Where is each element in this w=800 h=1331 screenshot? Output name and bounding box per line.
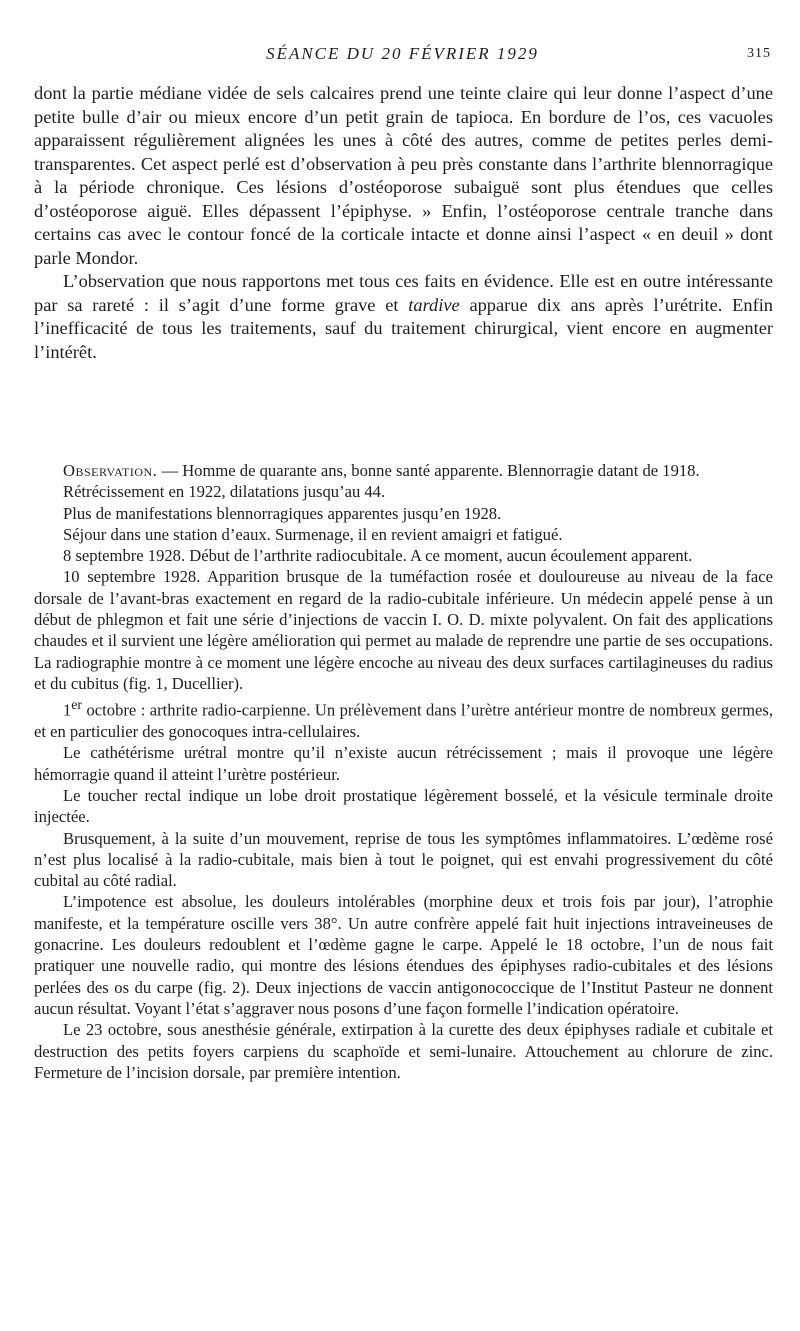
observation-paragraph: Séjour dans une station d’eaux. Surmenage, il en revient amaigri et fatigué.	[63, 524, 563, 544]
page-number: 315	[747, 46, 771, 61]
observation-paragraph-oct1	[34, 694, 773, 742]
observation-intro-text: — Homme de quarante ans, bonne santé apparente. Blennorragie datant de 1918.	[157, 461, 700, 480]
paragraph-text-start: L’observation que nous rapportons met tous ces faits en évidence. Elle est en outre intéressante par sa rareté : il s’agit d’une forme grave et	[34, 271, 773, 315]
paragraph-observation-intro	[34, 270, 773, 364]
observation-paragraph: 10 septembre 1928. Apparition brusque de la tuméfaction rosée et douloureuse au niveau de la face dorsale de l’avant-bras exactement en regard de la radio-cubitale inférieure. Un médecin appelé pense à un début de phlegmon et fait une série d’injections de vaccin I. O. D. mixte polyvalent. On fait des applications chaudes et il survient une légère amélioration qui permet au malade de reprendre une partie de ses occupations. La radiographie montre à ce moment une légère encoche au niveau des deux surfaces cartilagineuses du radius et du cubitus (fig. 1, Ducellier).	[34, 567, 773, 693]
observation-paragraph-text: octobre : arthrite radio-carpienne. Un prélèvement dans l’urètre antérieur montre de nombreux germes, et en particulier des gonocoques intra-cellulaires.	[34, 700, 773, 742]
page-header	[34, 42, 771, 68]
observation-section	[34, 460, 773, 1083]
observation-paragraph: 8 septembre 1928. Début de l’arthrite radiocubitale. A ce moment, aucun écoulement apparent.	[63, 546, 693, 566]
observation-paragraph: Le cathétérisme urétral montre qu’il n’existe aucun rétrécissement ; mais il provoque une légère hémorragie quand il atteint l’urètre postérieur.	[34, 743, 773, 784]
observation-paragraph: Rétrécissement en 1922, dilatations jusqu’au 44.	[63, 482, 386, 502]
paragraph-continued: dont la partie médiane vidée de sels calcaires prend une teinte claire qui leur donne l’aspect d’une petite bulle d’air ou mieux encore d’un petit grain de tapioca. En bordure de l’os, ces vacuoles apparaissent régulièrement alignées les unes à côté des autres, comme de petites perles demi-transparentes. Cet aspect perlé est d’observation à peu près constante dans l’arthrite blennorragique à la période chronique. Ces lésions d’ostéoporose subaiguë sont plus étendues que celles d’ostéoporose aiguë. Elles dépassent l’épiphyse. » Enfin, l’ostéoporose centrale tranche dans certains cas avec le contour foncé de la corticale intacte et donne ainsi l’aspect « en deuil » dont parle Mondor.	[34, 83, 773, 268]
running-title: SÉANCE DU 20 FÉVRIER 1929	[266, 44, 539, 63]
ordinal-superscript: er	[71, 697, 83, 713]
body-text	[34, 82, 773, 364]
observation-heading: Observation.	[63, 461, 158, 480]
observation-paragraph: Plus de manifestations blennorragiques apparentes jusqu’en 1928.	[63, 503, 502, 523]
date-number: 1	[63, 700, 72, 720]
paragraph-text-end: apparue dix ans après l’urétrite. Enfin l’inefficacité de tous les traitements, sauf du traitement chirurgical, vient encore en augmenter l’intérêt.	[34, 294, 774, 362]
observation-paragraph: Brusquement, à la suite d’un mouvement, reprise de tous les symptômes inflammatoires. L’œdème rosé n’est plus localisé à la radio-cubitale, mais bien à tout le poignet, qui est envahi progressivement du côté cubital au côté radial.	[34, 828, 773, 891]
observation-paragraph: Le toucher rectal indique un lobe droit prostatique légèrement bosselé, et la vésicule terminale droite injectée.	[34, 785, 773, 827]
italic-word: tardive	[408, 294, 460, 315]
observation-paragraph: L’impotence est absolue, les douleurs intolérables (morphine deux et trois fois par jour), l’atrophie manifeste, et la température oscille vers 38°. Un autre confrère appelé fait huit injections intraveineuses de gonacrine. Les douleurs redoublent et l’œdème gagne le carpe. Appelé le 18 octobre, l’un de nous fait pratiquer une nouvelle radio, qui montre des lésions étendues des épiphyses radio-cubitales et des lésions perlées des os du carpe (fig. 2). Deux injections de vaccin antigonococcique de l’Institut Pasteur ne donnent aucun résultat. Voyant l’état s’aggraver nous posons d’une façon formelle l’indication opératoire.	[34, 892, 773, 1018]
observation-paragraph: Le 23 octobre, sous anesthésie générale, extirpation à la curette des deux épiphyses radiale et cubitale et destruction des petits foyers carpiens du scaphoïde et semi-lunaire. Attouchement au chlorure de zinc. Fermeture de l’incision dorsale, par première intention.	[34, 1020, 773, 1082]
observation-intro	[34, 460, 773, 481]
